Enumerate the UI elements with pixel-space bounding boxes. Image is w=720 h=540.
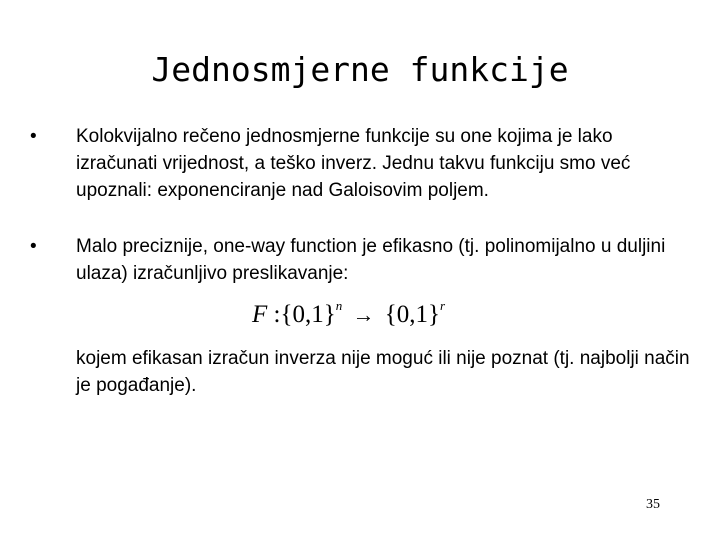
bullet-marker: • — [30, 236, 37, 257]
formula-codomain: {0,1} — [384, 301, 440, 328]
slide-title: Jednosmjerne funkcije — [151, 50, 569, 89]
formula-domain-exponent: n — [335, 298, 343, 313]
bullet-text: Malo preciznije, one-way function je efikasno (tj. polinomijalno u duljini ulaza) izračunljivo preslikavanje: — [76, 236, 666, 284]
formula-codomain-exponent: r — [439, 298, 446, 313]
bullet-item-2 — [30, 233, 690, 287]
bullet-text: Kolokvijalno rečeno jednosmjerne funkcije su one kojima je lako izračunati vrijednost, a teško inverz. Jednu takvu funkciju smo već upoznali: exponenciranje nad Galoisovim poljem. — [76, 126, 631, 201]
formula-arrow: → — [352, 302, 375, 327]
formula-function: F — [252, 301, 268, 328]
formula-domain: {0,1} — [280, 301, 336, 328]
continuation-text: kojem efikasan izračun inverza nije moguć ili nije poznat (tj. najbolji način je pogađanje). — [76, 348, 690, 396]
bullet-item-1 — [30, 123, 690, 204]
bullet-marker: • — [30, 126, 37, 147]
formula-colon: : — [273, 301, 281, 328]
page-number: 35 — [646, 497, 660, 512]
formula — [252, 298, 445, 329]
